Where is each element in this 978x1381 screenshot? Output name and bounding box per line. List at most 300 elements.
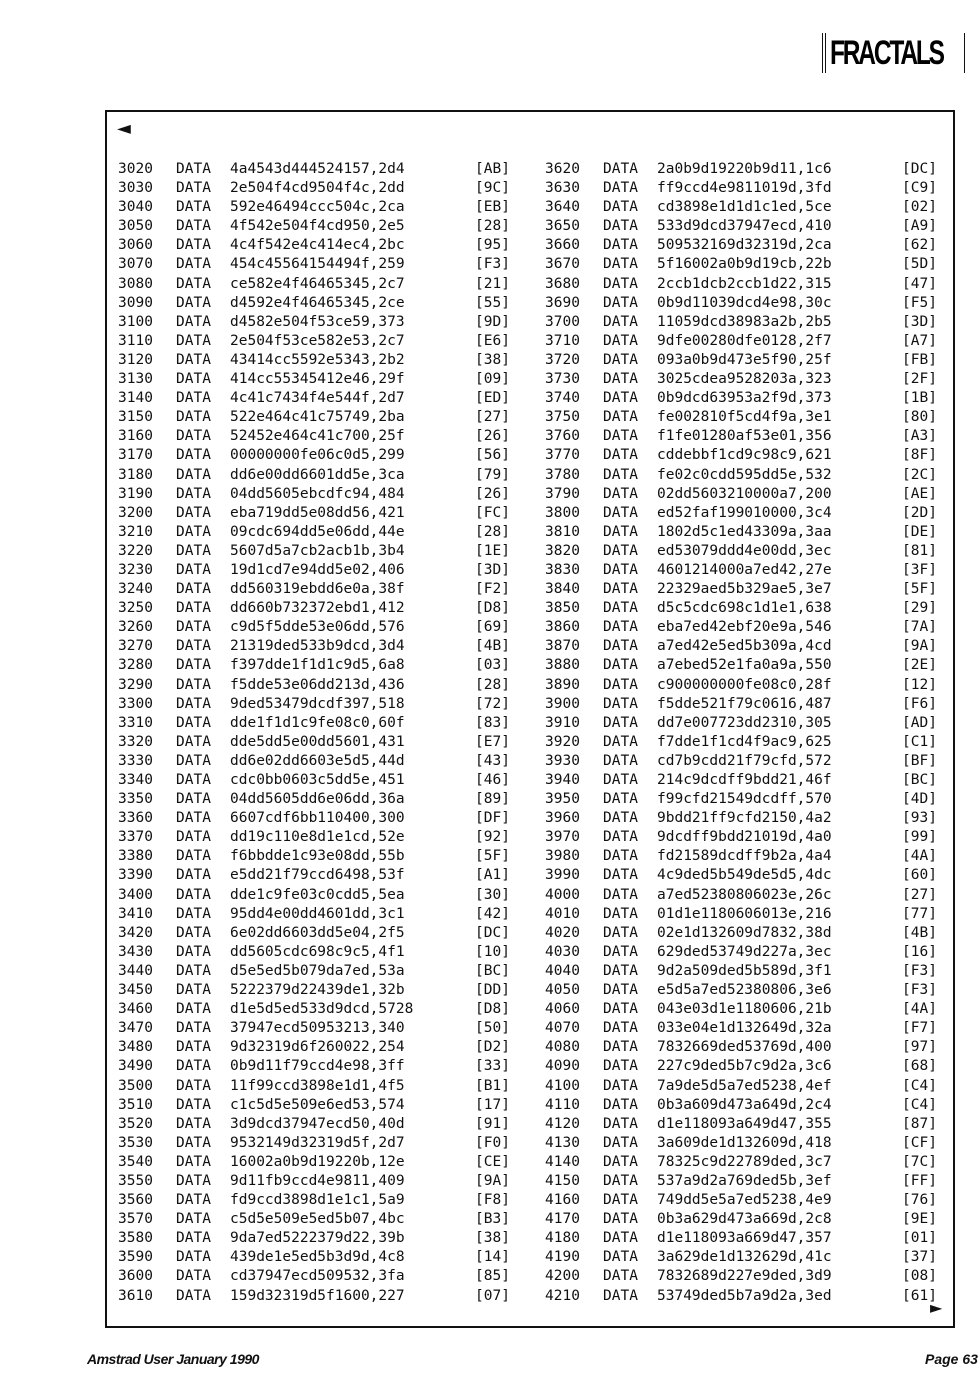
line-number: 3860	[545, 619, 580, 636]
checksum: [C1]	[902, 733, 937, 750]
checksum: [26]	[475, 485, 510, 502]
line-number: 3030	[118, 180, 153, 197]
listing-line	[545, 714, 952, 733]
data-keyword: DATA	[176, 180, 211, 197]
listing-line	[118, 198, 525, 217]
listing-line	[545, 752, 952, 771]
hex-data: 537a9d2a769ded5b,3ef	[657, 1172, 832, 1189]
data-keyword: DATA	[603, 714, 638, 731]
hex-data: 9d32319d6f260022,254	[230, 1039, 405, 1056]
checksum: [AB]	[475, 161, 510, 177]
line-number: 3380	[118, 848, 153, 865]
checksum: [DE]	[902, 523, 937, 540]
hex-data: cd37947ecd509532,3fa	[230, 1268, 405, 1285]
line-number: 3600	[118, 1268, 153, 1285]
data-keyword: DATA	[603, 1211, 638, 1228]
data-keyword: DATA	[176, 752, 211, 769]
hex-data: a7ed42e5ed5b309a,4cd	[657, 638, 832, 655]
listing-line	[118, 179, 525, 198]
checksum: [9D]	[475, 313, 510, 330]
hex-data: 6607cdf6bb110400,300	[230, 810, 405, 827]
hex-data: 5f16002a0b9d19cb,22b	[657, 256, 832, 273]
data-keyword: DATA	[176, 1020, 211, 1037]
hex-data: 11059dcd38983a2b,2b5	[657, 313, 832, 330]
checksum: [C4]	[902, 1096, 937, 1113]
listing-line	[118, 1057, 525, 1076]
hex-data: 414cc55345412e46,29f	[230, 371, 405, 388]
line-number: 3780	[545, 466, 580, 483]
line-number: 3680	[545, 275, 580, 292]
line-number: 3970	[545, 829, 580, 846]
data-keyword: DATA	[603, 600, 638, 617]
data-keyword: DATA	[176, 1096, 211, 1113]
data-keyword: DATA	[603, 638, 638, 655]
hex-data: 02dd5603210000a7,200	[657, 485, 832, 502]
line-number: 3530	[118, 1134, 153, 1151]
checksum: [1B]	[902, 390, 937, 407]
hex-data: dd7e007723dd2310,305	[657, 714, 832, 731]
checksum: [EB]	[475, 199, 510, 216]
checksum: [B1]	[475, 1077, 510, 1094]
listing-line	[118, 1077, 525, 1096]
listing-line	[118, 160, 525, 179]
checksum: [85]	[475, 1268, 510, 1285]
data-keyword: DATA	[176, 848, 211, 865]
listing-line	[545, 179, 952, 198]
checksum: [F0]	[475, 1134, 510, 1151]
data-keyword: DATA	[603, 829, 638, 846]
line-number: 3640	[545, 199, 580, 216]
hex-data: 19d1cd7e94dd5e02,406	[230, 561, 405, 578]
line-number: 3520	[118, 1115, 153, 1132]
hex-data: 4c4f542e4c414ec4,2bc	[230, 237, 405, 254]
listing-line	[118, 828, 525, 847]
checksum: [B3]	[475, 1211, 510, 1228]
line-number: 3240	[118, 581, 153, 598]
listing-line	[118, 313, 525, 332]
data-keyword: DATA	[603, 905, 638, 922]
listing-line	[118, 924, 525, 943]
line-number: 3470	[118, 1020, 153, 1037]
line-number: 3450	[118, 982, 153, 999]
data-keyword: DATA	[603, 161, 638, 177]
checksum: [27]	[902, 886, 937, 903]
data-keyword: DATA	[176, 905, 211, 922]
line-number: 3960	[545, 810, 580, 827]
hex-data: 09cdc694dd5e06dd,44e	[230, 523, 405, 540]
listing-line	[545, 1210, 952, 1229]
data-keyword: DATA	[176, 161, 211, 177]
data-keyword: DATA	[176, 1153, 211, 1170]
data-keyword: DATA	[603, 943, 638, 960]
hex-data: 1802d5c1ed43309a,3aa	[657, 523, 832, 540]
checksum: [30]	[475, 886, 510, 903]
line-number: 3540	[118, 1153, 153, 1170]
hex-data: 629ded53749d227a,3ec	[657, 943, 832, 960]
checksum: [89]	[475, 791, 510, 808]
checksum: [ED]	[475, 390, 510, 407]
data-keyword: DATA	[603, 886, 638, 903]
checksum: [21]	[475, 275, 510, 292]
line-number: 3500	[118, 1077, 153, 1094]
line-number: 3350	[118, 791, 153, 808]
line-number: 3220	[118, 542, 153, 559]
data-keyword: DATA	[176, 791, 211, 808]
hex-data: c1c5d5e509e6ed53,574	[230, 1096, 405, 1113]
checksum: [27]	[475, 409, 510, 426]
listing-line	[118, 1038, 525, 1057]
checksum: [4D]	[902, 791, 937, 808]
line-number: 3760	[545, 428, 580, 445]
line-number: 3920	[545, 733, 580, 750]
listing-line	[118, 695, 525, 714]
checksum: [C4]	[902, 1077, 937, 1094]
data-keyword: DATA	[176, 428, 211, 445]
data-keyword: DATA	[176, 638, 211, 655]
data-keyword: DATA	[603, 1039, 638, 1056]
data-keyword: DATA	[603, 1268, 638, 1285]
listing-line	[545, 943, 952, 962]
line-number: 3320	[118, 733, 153, 750]
checksum: [61]	[902, 1287, 937, 1304]
hex-data: 95dd4e00dd4601dd,3c1	[230, 905, 405, 922]
hex-data: 9d2a509ded5b589d,3f1	[657, 962, 832, 979]
hex-data: 3025cdea9528203a,323	[657, 371, 832, 388]
hex-data: cd7b9cdd21f79cfd,572	[657, 752, 832, 769]
data-keyword: DATA	[176, 1001, 211, 1018]
checksum: [4B]	[475, 638, 510, 655]
listing-line	[545, 981, 952, 1000]
line-number: 4040	[545, 962, 580, 979]
listing-line	[118, 1229, 525, 1248]
line-number: 3370	[118, 829, 153, 846]
line-number: 3650	[545, 218, 580, 235]
checksum: [97]	[902, 1039, 937, 1056]
data-keyword: DATA	[176, 313, 211, 330]
data-keyword: DATA	[603, 848, 638, 865]
listing-line	[545, 828, 952, 847]
hex-data: dd19c110e8d1e1cd,52e	[230, 829, 405, 846]
data-keyword: DATA	[176, 1268, 211, 1285]
line-number: 3270	[118, 638, 153, 655]
line-number: 3870	[545, 638, 580, 655]
listing-line	[545, 1077, 952, 1096]
checksum: [BF]	[902, 752, 937, 769]
data-keyword: DATA	[176, 886, 211, 903]
listing-line	[545, 1267, 952, 1286]
data-keyword: DATA	[176, 1134, 211, 1151]
checksum: [14]	[475, 1249, 510, 1266]
data-keyword: DATA	[176, 256, 211, 273]
listing-line	[545, 618, 952, 637]
listing-line	[118, 427, 525, 446]
line-number: 3690	[545, 294, 580, 311]
hex-data: f99cfd21549dcdff,570	[657, 791, 832, 808]
data-keyword: DATA	[603, 676, 638, 693]
data-keyword: DATA	[603, 733, 638, 750]
data-keyword: DATA	[176, 1058, 211, 1075]
hex-data: 2ccb1dcb2ccb1d22,315	[657, 275, 832, 292]
checksum: [CF]	[902, 1134, 937, 1151]
listing-line	[545, 389, 952, 408]
hex-data: 7832669ded53769d,400	[657, 1039, 832, 1056]
hex-data: a7ed52380806023e,26c	[657, 886, 832, 903]
line-number: 3260	[118, 619, 153, 636]
listing-line	[118, 217, 525, 236]
line-number: 3460	[118, 1001, 153, 1018]
hex-data: 9bdd21ff9cfd2150,4a2	[657, 810, 832, 827]
checksum: [28]	[475, 218, 510, 235]
listing-line	[545, 351, 952, 370]
listing-line	[545, 332, 952, 351]
checksum: [2C]	[902, 466, 937, 483]
listing-line	[118, 1000, 525, 1019]
line-number: 4030	[545, 943, 580, 960]
hex-data: 5222379d22439de1,32b	[230, 982, 405, 999]
hex-data: f5dde53e06dd213d,436	[230, 676, 405, 693]
line-number: 3110	[118, 332, 153, 349]
hex-data: 4f542e504f4cd950,2e5	[230, 218, 405, 235]
line-number: 3140	[118, 390, 153, 407]
data-keyword: DATA	[176, 695, 211, 712]
data-keyword: DATA	[176, 1077, 211, 1094]
checksum: [FC]	[475, 504, 510, 521]
line-number: 3280	[118, 657, 153, 674]
checksum: [93]	[902, 810, 937, 827]
listing-line	[118, 446, 525, 465]
hex-data: 9ded53479dcdf397,518	[230, 695, 405, 712]
data-keyword: DATA	[176, 1230, 211, 1247]
checksum: [7A]	[902, 619, 937, 636]
listing-line	[545, 160, 952, 179]
listing-line	[545, 1287, 952, 1306]
hex-data: 3a629de1d132629d,41c	[657, 1249, 832, 1266]
listing-line	[545, 695, 952, 714]
checksum: [79]	[475, 466, 510, 483]
line-number: 3590	[118, 1249, 153, 1266]
line-number: 4180	[545, 1230, 580, 1247]
listing-line	[545, 1153, 952, 1172]
checksum: [10]	[475, 943, 510, 960]
checksum: [38]	[475, 1230, 510, 1247]
checksum: [F7]	[902, 1020, 937, 1037]
data-keyword: DATA	[603, 1001, 638, 1018]
hex-data: c5d5e509e5ed5b07,4bc	[230, 1211, 405, 1228]
hex-data: 454c45564154494f,259	[230, 256, 405, 273]
line-number: 3800	[545, 504, 580, 521]
next-arrow-icon: ►	[930, 1298, 943, 1317]
data-keyword: DATA	[603, 695, 638, 712]
hex-data: 033e04e1d132649d,32a	[657, 1020, 832, 1037]
hex-data: 2e504f53ce582e53,2c7	[230, 332, 405, 349]
line-number: 3710	[545, 332, 580, 349]
checksum: [4A]	[902, 1001, 937, 1018]
listing-line	[545, 217, 952, 236]
hex-data: ce582e4f46465345,2c7	[230, 275, 405, 292]
listing-line	[545, 1248, 952, 1267]
data-keyword: DATA	[603, 447, 638, 464]
data-keyword: DATA	[176, 962, 211, 979]
hex-data: e5dd21f79ccd6498,53f	[230, 867, 405, 884]
listing-line	[118, 523, 525, 542]
checksum: [F8]	[475, 1192, 510, 1209]
listing-line	[545, 790, 952, 809]
hex-data: 78325c9d22789ded,3c7	[657, 1153, 832, 1170]
hex-data: dd6e00dd6601dd5e,3ca	[230, 466, 405, 483]
line-number: 4070	[545, 1020, 580, 1037]
hex-data: 043e03d1e1180606,21b	[657, 1001, 832, 1018]
line-number: 3310	[118, 714, 153, 731]
line-number: 4140	[545, 1153, 580, 1170]
data-keyword: DATA	[603, 1058, 638, 1075]
line-number: 3210	[118, 523, 153, 540]
checksum: [9E]	[902, 1211, 937, 1228]
hex-data: fe002810f5cd4f9a,3e1	[657, 409, 832, 426]
hex-data: 01d1e1180606013e,216	[657, 905, 832, 922]
checksum: [87]	[902, 1115, 937, 1132]
listing-line	[545, 637, 952, 656]
checksum: [A9]	[902, 218, 937, 235]
hex-data: 439de1e5ed5b3d9d,4c8	[230, 1249, 405, 1266]
checksum: [95]	[475, 237, 510, 254]
data-keyword: DATA	[603, 294, 638, 311]
hex-data: 9d11fb9ccd4e9811,409	[230, 1172, 405, 1189]
data-keyword: DATA	[176, 504, 211, 521]
section-header	[822, 32, 967, 74]
data-keyword: DATA	[603, 275, 638, 292]
listing-line	[545, 580, 952, 599]
hex-data: 21319ded533b9dcd,3d4	[230, 638, 405, 655]
data-keyword: DATA	[176, 409, 211, 426]
hex-data: d4592e4f46465345,2ce	[230, 294, 405, 311]
hex-data: dd660b732372ebd1,412	[230, 600, 405, 617]
hex-data: 509532169d32319d,2ca	[657, 237, 832, 254]
hex-data: 4a4543d444524157,2d4	[230, 161, 405, 177]
data-keyword: DATA	[176, 1039, 211, 1056]
data-keyword: DATA	[603, 1249, 638, 1266]
data-keyword: DATA	[176, 485, 211, 502]
checksum: [12]	[902, 676, 937, 693]
hex-data: 04dd5605dd6e06dd,36a	[230, 791, 405, 808]
hex-data: 22329aed5b329ae5,3e7	[657, 581, 832, 598]
data-keyword: DATA	[603, 561, 638, 578]
data-keyword: DATA	[176, 924, 211, 941]
checksum: [A3]	[902, 428, 937, 445]
listing-line	[545, 198, 952, 217]
data-keyword: DATA	[176, 1115, 211, 1132]
line-number: 3180	[118, 466, 153, 483]
hex-data: d5e5ed5b079da7ed,53a	[230, 962, 405, 979]
line-number: 4020	[545, 924, 580, 941]
hatch-decoration-right	[964, 33, 967, 73]
hex-data: d5c5cdc698c1d1e1,638	[657, 600, 832, 617]
checksum: [C9]	[902, 180, 937, 197]
hex-data: d1e5d5ed533d9dcd,5728	[230, 1001, 414, 1018]
line-number: 3430	[118, 943, 153, 960]
hex-data: 16002a0b9d19220b,12e	[230, 1153, 405, 1170]
line-number: 3400	[118, 886, 153, 903]
line-number: 3910	[545, 714, 580, 731]
hex-data: dde1f1d1c9fe08c0,60f	[230, 714, 405, 731]
listing-line	[118, 485, 525, 504]
line-number: 3330	[118, 752, 153, 769]
hex-data: dde5dd5e00dd5601,431	[230, 733, 405, 750]
checksum: [03]	[475, 657, 510, 674]
checksum: [28]	[475, 676, 510, 693]
line-number: 3940	[545, 772, 580, 788]
data-keyword: DATA	[603, 1172, 638, 1189]
line-number: 3230	[118, 561, 153, 578]
data-keyword: DATA	[176, 1172, 211, 1189]
hex-data: c9d5f5dde53e06dd,576	[230, 619, 405, 636]
checksum: [A1]	[475, 867, 510, 884]
data-keyword: DATA	[176, 447, 211, 464]
hex-data: 0b3a609d473a649d,2c4	[657, 1096, 832, 1113]
listing-line	[545, 656, 952, 675]
hex-data: 00000000fe06c0d5,299	[230, 447, 405, 464]
line-number: 3580	[118, 1230, 153, 1247]
page-number: Page 63	[925, 1351, 978, 1367]
line-number: 4160	[545, 1192, 580, 1209]
data-keyword: DATA	[603, 218, 638, 235]
checksum: [DC]	[902, 161, 937, 177]
checksum: [2E]	[902, 657, 937, 674]
hex-data: 3a609de1d132609d,418	[657, 1134, 832, 1151]
line-number: 3150	[118, 409, 153, 426]
listing-line	[545, 1191, 952, 1210]
line-number: 3390	[118, 867, 153, 884]
previous-arrow-icon: ◄	[117, 118, 131, 139]
checksum: [FF]	[902, 1172, 937, 1189]
listing-line	[118, 714, 525, 733]
checksum: [47]	[902, 275, 937, 292]
checksum: [99]	[902, 829, 937, 846]
data-keyword: DATA	[603, 752, 638, 769]
data-keyword: DATA	[176, 371, 211, 388]
listing-line	[545, 1229, 952, 1248]
line-number: 3930	[545, 752, 580, 769]
listing-line	[118, 542, 525, 561]
data-keyword: DATA	[176, 1211, 211, 1228]
hex-data: f5dde521f79c0616,487	[657, 695, 832, 712]
hex-data: c900000000fe08c0,28f	[657, 676, 832, 693]
line-number: 3410	[118, 905, 153, 922]
listing-line	[118, 733, 525, 752]
listing-line	[118, 599, 525, 618]
hex-data: 04dd5605ebcdfc94,484	[230, 485, 405, 502]
line-number: 3070	[118, 256, 153, 273]
listing-line	[118, 676, 525, 695]
listing-line	[118, 962, 525, 981]
checksum: [09]	[475, 371, 510, 388]
hex-data: 7a9de5d5a7ed5238,4ef	[657, 1077, 832, 1094]
listing-line	[545, 408, 952, 427]
listing-line	[545, 1000, 952, 1019]
hex-data: 2a0b9d19220b9d11,1c6	[657, 161, 832, 177]
line-number: 3570	[118, 1211, 153, 1228]
data-keyword: DATA	[603, 962, 638, 979]
listing-line	[545, 809, 952, 828]
listing-line	[545, 1057, 952, 1076]
hex-data: ff9ccd4e9811019d,3fd	[657, 180, 832, 197]
line-number: 4190	[545, 1249, 580, 1266]
checksum: [F6]	[902, 695, 937, 712]
line-number: 3130	[118, 371, 153, 388]
line-number: 3720	[545, 351, 580, 368]
data-keyword: DATA	[603, 313, 638, 330]
checksum: [3F]	[902, 561, 937, 578]
listing-line	[118, 905, 525, 924]
